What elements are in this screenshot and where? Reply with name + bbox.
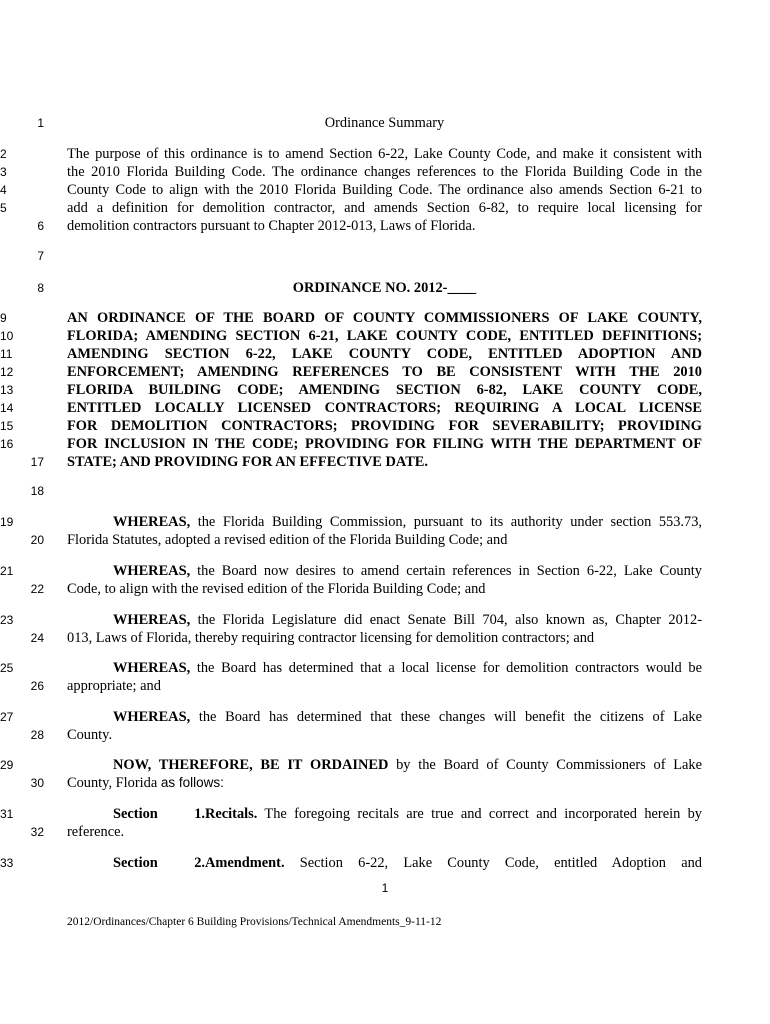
line-number: 21 [0,564,14,578]
line-number: 11 [0,347,13,361]
line-number: 23 [0,613,14,627]
line-number: 3 [0,165,7,179]
whereas-text: appropriate; and [67,678,161,694]
whereas-text: Code, to align with the revised edition of the Florida Building Code; and [67,581,486,597]
whereas-clause [0,513,702,549]
whereas-clause [0,659,702,695]
line-number: 31 [0,807,14,821]
whereas-text: the Board has determined that a local license for demolition contractors would be [190,660,702,676]
line-number: 33 [0,856,14,870]
ordinance-title [0,309,702,471]
summary-line: the 2010 Florida Building Code. The ordinance changes references to the Florida Building Code in the [67,164,702,180]
whereas-text: Florida Statutes, adopted a revised edition of the Florida Building Code; and [67,532,508,548]
line-number: 30 [30,776,44,790]
ordinance-title-line: FOR DEMOLITION CONTRACTORS; PROVIDING FOR SEVERABILITY; PROVIDING [67,418,702,434]
ordinance-number-block [37,279,702,297]
section-title: Amendment. [205,855,285,871]
section-text: Section 6-22, Lake County Code, entitled Adoption and [284,855,702,871]
line-number: 14 [0,401,14,415]
line-number: 2 [0,147,7,161]
whereas-keyword: WHEREAS, [113,514,191,530]
line-number: 25 [0,661,14,675]
whereas-keyword: WHEREAS, [113,660,191,676]
enacting-text-tail: as follows: [160,775,224,790]
line-number: 32 [30,825,44,839]
line-number: 9 [0,311,7,325]
line-number: 22 [30,582,44,596]
line-number: 26 [30,679,44,693]
enacting-keyword: NOW, THEREFORE, BE IT ORDAINED [113,757,389,773]
section-1 [0,805,702,841]
ordinance-title-line: FLORIDA; AMENDING SECTION 6-21, LAKE COUNTY CODE, ENTITLED DEFINITIONS; [67,328,702,344]
whereas-text: the Florida Building Commission, pursuant to its authority under section 553.73, [190,514,702,530]
line-number: 15 [0,419,14,433]
line-number: 19 [0,515,14,529]
summary-line: The purpose of this ordinance is to amend Section 6-22, Lake County Code, and make it consistent with [67,146,702,162]
line-number: 4 [0,183,7,197]
ordinance-title-line: FOR INCLUSION IN THE CODE; PROVIDING FOR FILING WITH THE DEPARTMENT OF [67,436,702,452]
summary-line: demolition contractors pursuant to Chapter 2012-013, Laws of Florida. [67,218,476,234]
whereas-keyword: WHEREAS, [113,709,191,725]
summary-paragraph [0,145,702,235]
footer-path: 2012/Ordinances/Chapter 6 Building Provisions/Technical Amendments_9-11-12 [67,916,442,928]
line-number: 1 [37,116,44,130]
line-number: 17 [30,455,44,469]
line-number: 7 [37,249,44,263]
ordinance-title-line: STATE; AND PROVIDING FOR AN EFFECTIVE DATE. [67,454,428,470]
ordinance-title-line: FLORIDA BUILDING CODE; AMENDING SECTION 6-82, LAKE COUNTY CODE, [67,382,702,398]
page-number: 1 [381,881,389,895]
whereas-text: County. [67,727,113,743]
whereas-text: the Board has determined that these changes will benefit the citizens of Lake [190,709,702,725]
line-number: 24 [30,631,44,645]
line-number: 16 [0,437,14,451]
section-label: Section 1. [113,806,205,822]
ordinance-title-line: ENTITLED LOCALLY LICENSED CONTRACTORS; REQUIRING A LOCAL LICENSE [67,400,702,416]
line-number: 13 [0,383,14,397]
whereas-text: the Florida Legislature did enact Senate Bill 704, also known as, Chapter 2012- [190,612,702,628]
section-text: The foregoing recitals are true and correct and incorporated herein by [257,806,702,822]
line-number: 8 [37,281,44,295]
whereas-keyword: WHEREAS, [113,563,191,579]
whereas-text: 013, Laws of Florida, thereby requiring contractor licensing for demolition contractors; and [67,630,595,646]
summary-title: Ordinance Summary [324,115,445,131]
blank-line [30,482,702,500]
line-number: 18 [30,484,44,498]
line-number: 29 [0,758,14,772]
summary-line: County Code to align with the 2010 Florida Building Code. The ordinance also amends Section 6-21 to [67,182,702,198]
summary-line: add a definition for demolition contractor, and amends Section 6-82, to require local licensing for [67,200,702,216]
line-number: 5 [0,201,7,215]
enacting-clause [0,756,702,792]
whereas-clause [0,562,702,598]
ordinance-title-line: AN ORDINANCE OF THE BOARD OF COUNTY COMMISSIONERS OF LAKE COUNTY, [67,310,702,326]
whereas-text: the Board now desires to amend certain references in Section 6-22, Lake County [190,563,702,579]
line-number: 12 [0,365,14,379]
whereas-clause [0,708,702,744]
ordinance-number: ORDINANCE NO. 2012-____ [292,280,477,296]
section-label: Section 2. [113,855,205,871]
line-number: 6 [37,219,44,233]
blank-line [37,247,702,265]
enacting-text: County, Florida [67,775,161,791]
line-number: 27 [0,710,14,724]
whereas-clause [0,611,702,647]
ordinance-title-line: AMENDING SECTION 6-22, LAKE COUNTY CODE, ENTITLED ADOPTION AND [67,346,702,362]
summary-title-block [37,114,702,132]
section-title: Recitals. [205,806,258,822]
enacting-text: by the Board of County Commissioners of Lake [388,757,702,773]
section-2 [0,854,702,872]
line-number: 20 [30,533,44,547]
ordinance-title-line: ENFORCEMENT; AMENDING REFERENCES TO BE CONSISTENT WITH THE 2010 [67,364,702,380]
whereas-keyword: WHEREAS, [113,612,191,628]
line-number: 28 [30,728,44,742]
line-number: 10 [0,329,14,343]
section-text: reference. [67,824,125,840]
